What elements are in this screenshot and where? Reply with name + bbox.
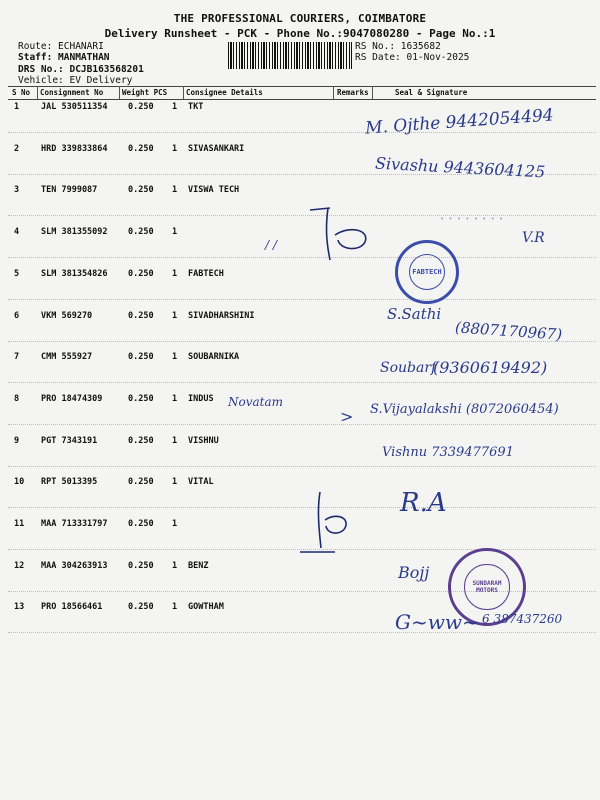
- row-sno: 9: [14, 436, 20, 446]
- row-pcs: 1: [172, 352, 178, 362]
- fabtech-seal-text: FABTECH: [412, 267, 442, 276]
- row-consignment-no: MAA 304263913: [41, 561, 108, 571]
- col-divider: [37, 86, 38, 100]
- row-consignment-no: VKM 569270: [41, 311, 93, 321]
- table-header-rule: [8, 99, 596, 100]
- row-pcs: 1: [172, 269, 178, 279]
- row-consignee: VITAL: [188, 477, 214, 487]
- row-sno: 6: [14, 311, 20, 321]
- row-sno: 7: [14, 352, 20, 362]
- row-consignment-no: MAA 713331797: [41, 519, 108, 529]
- row-pcs: 1: [172, 102, 178, 112]
- vehicle-label: Vehicle: EV Delivery: [18, 75, 133, 86]
- row-sno: 12: [14, 561, 25, 571]
- row-separator: [8, 632, 596, 633]
- row-sno: 4: [14, 227, 20, 237]
- row-pcs: 1: [172, 602, 178, 612]
- runsheet-subtitle: Delivery Runsheet - PCK - Phone No.:9047080280 - Page No.:1: [104, 27, 496, 40]
- row-consignment-no: TEN 7999087: [41, 185, 98, 195]
- row-consignment-no: PRO 18474309: [41, 394, 103, 404]
- row-consignee: TKT: [188, 102, 204, 112]
- signature-row-10: R.A: [400, 488, 447, 518]
- table-top-rule: [8, 86, 596, 87]
- col-divider: [372, 86, 373, 100]
- signature-row-12: Bojj: [398, 563, 430, 582]
- signature-row-1: M. Ojthe 9442054494: [364, 105, 555, 139]
- route-label: Route: ECHANARI: [18, 41, 104, 52]
- signature-row-7: Soubarf: [380, 360, 437, 376]
- row-sno: 3: [14, 185, 20, 195]
- row-consignment-no: SLM 381355092: [41, 227, 108, 237]
- row-sno: 8: [14, 394, 20, 404]
- row-consignment-no: PRO 18566461: [41, 602, 103, 612]
- signature-row-11-scribble: [295, 490, 365, 560]
- col-weight-pcs: Weight PCS: [122, 88, 168, 97]
- row-consignment-no: HRD 339833864: [41, 144, 108, 154]
- phone-row-6: (8807170967): [454, 318, 563, 344]
- company-title: THE PROFESSIONAL COURIERS, COIMBATORE: [173, 12, 427, 25]
- row-consignee: SOUBARNIKA: [188, 352, 240, 362]
- row-weight: 0.250: [128, 102, 154, 112]
- col-sno: S No: [12, 88, 31, 97]
- row-weight: 0.250: [128, 311, 154, 321]
- row-weight: 0.250: [128, 436, 154, 446]
- row-consignee: BENZ: [188, 561, 209, 571]
- signature-row-4-scribble: [300, 200, 380, 270]
- rs-number: RS No.: 1635682: [355, 41, 441, 52]
- row-pcs: 1: [172, 144, 178, 154]
- row-pcs: 1: [172, 185, 178, 195]
- rs-date: RS Date: 01-Nov-2025: [355, 52, 470, 63]
- col-seal-signature: Seal & Signature: [395, 88, 468, 97]
- row-sno: 5: [14, 269, 20, 279]
- row-weight: 0.250: [128, 185, 154, 195]
- note-row-8: Novatam: [228, 395, 284, 409]
- row-weight: 0.250: [128, 477, 154, 487]
- col-remarks: Remarks: [337, 88, 369, 97]
- row-pcs: 1: [172, 311, 178, 321]
- row-sno: 2: [14, 144, 20, 154]
- row-pcs: 1: [172, 561, 178, 571]
- row-consignee: GOWTHAM: [188, 602, 224, 612]
- arrow-row-8: >: [340, 407, 354, 426]
- row-consignment-no: PGT 7343191: [41, 436, 98, 446]
- col-consignee: Consignee Details: [186, 88, 263, 97]
- signature-row-4: V.R: [522, 230, 545, 246]
- row-consignment-no: SLM 381354826: [41, 269, 108, 279]
- faded-stamp-text: • • • • • • • •: [440, 215, 504, 223]
- col-divider: [183, 86, 184, 100]
- signature-row-8: S.Vijayalakshi (8072060454): [370, 402, 559, 417]
- row-separator: [8, 299, 596, 300]
- row-separator: [8, 424, 596, 425]
- row-weight: 0.250: [128, 394, 154, 404]
- row-pcs: 1: [172, 394, 178, 404]
- row-weight: 0.250: [128, 227, 154, 237]
- row-consignee: VISHNU: [188, 436, 219, 446]
- row-separator: [8, 132, 596, 133]
- row-sno: 11: [14, 519, 25, 529]
- row-consignment-no: CMM 555927: [41, 352, 93, 362]
- phone-row-13: 6 387437260: [482, 612, 563, 626]
- barcode: [228, 42, 352, 69]
- col-divider: [333, 86, 334, 100]
- row-pcs: 1: [172, 436, 178, 446]
- row-consignee: SIVADHARSHINI: [188, 311, 255, 321]
- row-consignment-no: JAL 530511354: [41, 102, 108, 112]
- row-separator: [8, 466, 596, 467]
- row-weight: 0.250: [128, 519, 154, 529]
- signature-row-13: G~ww~: [395, 610, 479, 634]
- row-weight: 0.250: [128, 352, 154, 362]
- row-sno: 13: [14, 602, 25, 612]
- row-separator: [8, 341, 596, 342]
- seal-inner-ring: [464, 564, 509, 609]
- fabtech-seal: [395, 240, 459, 304]
- col-consignment: Consignment No: [40, 88, 104, 97]
- sundaram-seal-text: SUNDARAM MOTORS: [472, 580, 502, 594]
- row-consignment-no: RPT 5013395: [41, 477, 98, 487]
- row-weight: 0.250: [128, 144, 154, 154]
- row-consignee: VISWA TECH: [188, 185, 240, 195]
- seal-inner-ring: [409, 254, 446, 291]
- row-consignee: INDUS: [188, 394, 214, 404]
- row-pcs: 1: [172, 477, 178, 487]
- row-weight: 0.250: [128, 602, 154, 612]
- row-weight: 0.250: [128, 561, 154, 571]
- drs-number: DRS No.: DCJB163568201: [18, 64, 144, 75]
- row-consignee: FABTECH: [188, 269, 224, 279]
- col-divider: [119, 86, 120, 100]
- row-pcs: 1: [172, 227, 178, 237]
- signature-row-2: Sivashu 9443604125: [374, 153, 546, 182]
- row-sno: 1: [14, 102, 20, 112]
- row-sno: 10: [14, 477, 25, 487]
- row-weight: 0.250: [128, 269, 154, 279]
- signature-row-6: S.Sathi: [387, 305, 442, 323]
- row-consignee: SIVASANKARI: [188, 144, 245, 154]
- tick-mark: / /: [265, 238, 277, 252]
- signature-row-9: Vishnu 7339477691: [382, 445, 514, 460]
- staff-label: Staff: MANMATHAN: [18, 52, 110, 63]
- phone-row-7: (9360619492): [433, 358, 548, 377]
- row-pcs: 1: [172, 519, 178, 529]
- row-separator: [8, 382, 596, 383]
